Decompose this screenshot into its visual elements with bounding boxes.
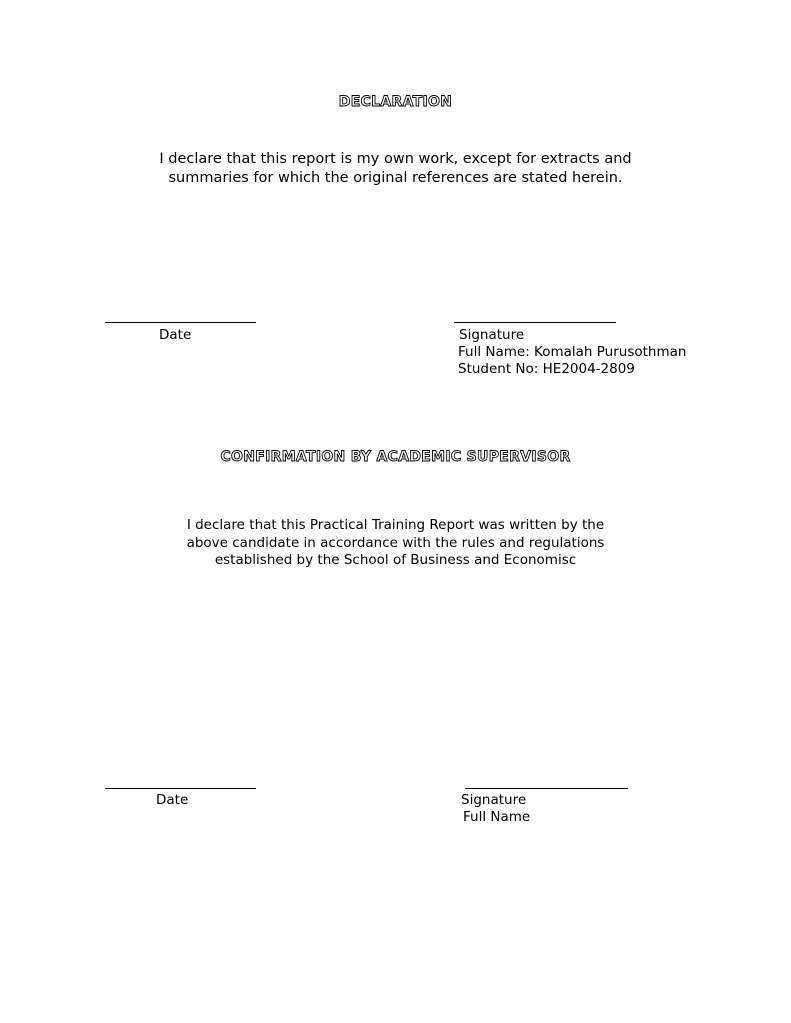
- date-signature-line: [105, 322, 256, 323]
- date-label: Date: [159, 327, 192, 343]
- declaration-title: DECLARATION: [338, 94, 453, 110]
- signature-label: Signature: [459, 327, 525, 343]
- signature-line: [465, 788, 628, 789]
- declaration-statement: [0, 150, 791, 188]
- confirmation-statement-line: above candidate in accordance with the rules and regulations: [186, 534, 605, 551]
- declaration-statement-line: summaries for which the original references are stated herein.: [168, 170, 623, 186]
- full-name-label: Full Name: [463, 809, 531, 825]
- date-signature-line: [105, 788, 256, 789]
- student-number-text: Student No: HE2004-2809: [458, 361, 635, 377]
- confirmation-statement: [0, 517, 791, 570]
- date-label: Date: [156, 792, 189, 808]
- confirmation-statement-line: I declare that this Practical Training Report was written by the: [186, 517, 605, 533]
- confirmation-statement-line: established by the School of Business and Economisc: [214, 552, 577, 568]
- full-name-text: Full Name: Komalah Purusothman: [458, 344, 687, 360]
- signature-line: [454, 322, 616, 323]
- declaration-statement-line: I declare that this report is my own work, except for extracts and: [159, 151, 632, 167]
- signature-label: Signature: [461, 792, 527, 808]
- confirmation-title: CONFIRMATION BY ACADEMIC SUPERVISOR: [220, 449, 571, 465]
